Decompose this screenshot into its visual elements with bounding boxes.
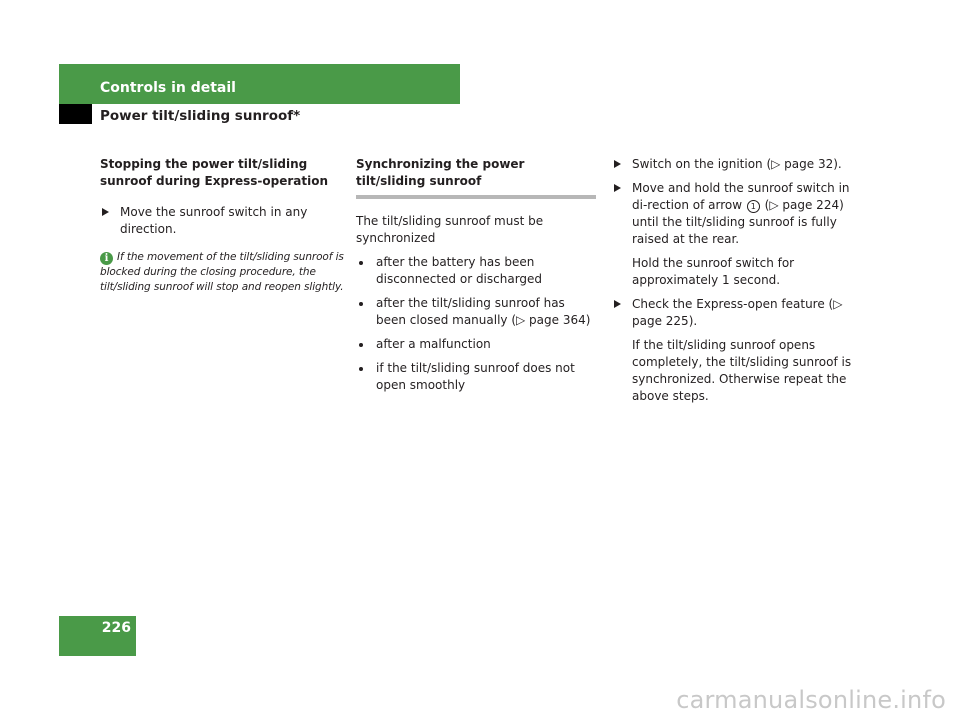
bullet-dot-icon xyxy=(359,343,363,347)
list-item: if the tilt/sliding sunroof does not open smoothly xyxy=(356,360,596,394)
list-item: after the battery has been disconnected or discharged xyxy=(356,254,596,288)
step-detail: Hold the sunroof switch for approximately 1 second. xyxy=(632,256,795,287)
section-tab-marker xyxy=(59,104,92,124)
instruction-step: Move and hold the sunroof switch in di-rection of arrow 1 (▷ page 224) until the tilt/sliding sunroof is fully raised at the rear. xyxy=(612,180,852,248)
list-item: after the tilt/sliding sunroof has been closed manually (▷ page 364) xyxy=(356,295,596,329)
info-note xyxy=(100,250,344,295)
column-right xyxy=(612,156,852,412)
column-left xyxy=(100,156,344,295)
instruction-step xyxy=(100,204,344,238)
column-middle xyxy=(356,156,596,401)
arrow-bullet-icon xyxy=(614,184,621,192)
instruction-text: Move the sunroof switch in any direction. xyxy=(120,205,308,236)
instruction-step: Switch on the ignition (▷ page 32). xyxy=(612,156,852,173)
callout-number-icon: 1 xyxy=(747,200,760,213)
arrow-bullet-icon xyxy=(102,208,109,216)
list-item: after a malfunction xyxy=(356,336,596,353)
stopping-heading: Stopping the power tilt/sliding sunroof during Express-operation xyxy=(100,157,328,188)
page-number: 226 xyxy=(101,620,131,636)
page-subtitle: Power tilt/sliding sunroof* xyxy=(100,108,301,124)
arrow-bullet-icon xyxy=(614,160,621,168)
info-icon: i xyxy=(100,252,113,265)
bullet-dot-icon xyxy=(359,367,363,371)
bullet-dot-icon xyxy=(359,302,363,306)
watermark: carmanualsonline.info xyxy=(676,686,946,714)
instruction-step: Check the Express-open feature (▷ page 225). xyxy=(612,296,852,330)
synchronizing-heading: Synchronizing the power tilt/sliding sunroof xyxy=(356,157,525,188)
heading-rule xyxy=(356,195,596,199)
intro-text: The tilt/sliding sunroof must be synchronized xyxy=(356,214,544,245)
bullet-dot-icon xyxy=(359,261,363,265)
arrow-bullet-icon xyxy=(614,300,621,308)
section-title: Controls in detail xyxy=(100,80,236,96)
step-detail: If the tilt/sliding sunroof opens completely, the tilt/sliding sunroof is synchronized. Otherwise repeat the above steps. xyxy=(632,338,852,403)
note-text: If the movement of the tilt/sliding sunroof is blocked during the closing procedure, the tilt/sliding sunroof will stop and reopen slightly. xyxy=(100,251,344,293)
